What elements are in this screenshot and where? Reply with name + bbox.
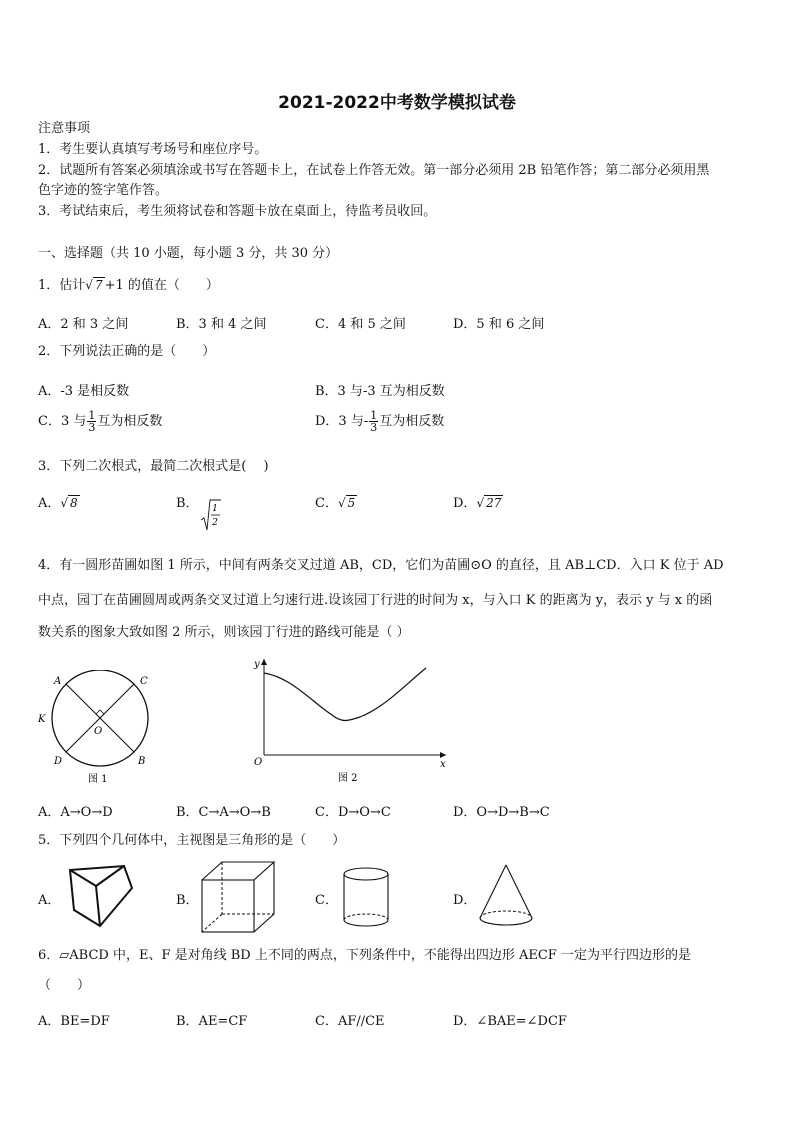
axis-x-label: x: [440, 759, 446, 770]
cube-icon: [198, 858, 278, 940]
cylinder-icon: [340, 866, 392, 934]
q5-option-d[interactable]: D．: [453, 893, 477, 908]
q4-option-a[interactable]: A．A→O→D: [38, 805, 113, 820]
q3-option-c[interactable]: C．√ 5: [315, 496, 356, 511]
sqrt-one-half: [200, 498, 222, 536]
q4-option-d[interactable]: D．O→D→B→C: [453, 805, 550, 820]
q5-option-a[interactable]: A．: [38, 893, 61, 908]
figure-1-circle-diagram: [34, 670, 164, 794]
q1-prefix: 1．估计: [38, 278, 86, 293]
notice-item: 3．考试结束后，考生须将试卷和答题卡放在桌面上，待监考员收回。: [38, 204, 437, 219]
figure-2-graph: [250, 655, 450, 789]
page-title: 2021-2022中考数学模拟试卷: [278, 93, 516, 113]
q1-option-b[interactable]: B．3 和 4 之间: [176, 317, 267, 332]
question-1-stem: [38, 276, 219, 295]
sqrt-7: √ 7: [85, 278, 103, 292]
triangular-prism-icon: [66, 862, 136, 936]
question-5-stem: 5．下列四个几何体中，主视图是三角形的是（ ）: [38, 833, 346, 848]
question-4-line: 4．有一圆形苗圃如图 1 所示，中间有两条交叉过道 AB，CD，它们为苗圃⊙O 的直径，且 AB⊥CD．入口 K 位于 AD: [38, 558, 724, 573]
label-d: D: [54, 756, 63, 767]
q2-option-b[interactable]: B．3 与-3 互为相反数: [315, 384, 445, 399]
q2-option-d[interactable]: D．3 与- $\frac{1}{3}$ 互为相反数: [315, 409, 445, 434]
q1-suffix: +1 的值在（ ）: [104, 278, 219, 293]
fraction-one-third: $\frac{1}{3}$: [88, 409, 96, 434]
question-6-line: （ ）: [38, 978, 91, 993]
sqrt-27: √ 27: [476, 496, 502, 510]
q3-option-d[interactable]: D．√ 27: [453, 496, 502, 511]
axis-y-label: y: [254, 659, 260, 670]
notice-item: 1．考生要认真填写考场号和座位序号。: [38, 142, 268, 157]
q3-option-a[interactable]: A．√ 8: [38, 496, 78, 511]
svg-text:1: 1: [212, 504, 218, 514]
q4-option-c[interactable]: C．D→O→C: [315, 805, 391, 820]
label-a: A: [54, 676, 62, 687]
fraction-one-third: $\frac{1}{3}$: [370, 409, 378, 434]
q3-option-b[interactable]: B．: [176, 496, 199, 511]
q1-option-d[interactable]: D．5 和 6 之间: [453, 317, 545, 332]
question-6-line: 6．▱ABCD 中，E、F 是对角线 BD 上不同的两点，下列条件中，不能得出四边形 AECF 一定为平行四边形的是: [38, 948, 691, 963]
question-2-stem: 2．下列说法正确的是（ ）: [38, 344, 216, 359]
label-o: O: [94, 726, 103, 737]
notice-heading: 注意事项: [38, 121, 91, 136]
question-3-stem: 3．下列二次根式，最简二次根式是( ): [38, 459, 269, 474]
q1-option-a[interactable]: A．2 和 3 之间: [38, 317, 129, 332]
sqrt-5: √ 5: [337, 496, 356, 510]
notice-item: 2．试题所有答案必须填涂或书写在答题卡上，在试卷上作答无效。第一部分必须用 2B 铅笔作答；第二部分必须用黑: [38, 163, 710, 178]
q5-option-c[interactable]: C．: [315, 893, 338, 908]
q2-option-a[interactable]: A．-3 是相反数: [38, 384, 130, 399]
cone-icon: [476, 862, 536, 934]
q1-option-c[interactable]: C．4 和 5 之间: [315, 317, 406, 332]
q6-option-d[interactable]: D．∠BAE=∠DCF: [453, 1014, 567, 1029]
q5-option-b[interactable]: B．: [176, 893, 199, 908]
q6-option-a[interactable]: A．BE=DF: [38, 1014, 110, 1029]
q6-option-c[interactable]: C．AF//CE: [315, 1014, 385, 1029]
origin-label: O: [254, 757, 263, 768]
sqrt-8: √ 8: [60, 496, 78, 510]
q6-option-b[interactable]: B．AE=CF: [176, 1014, 248, 1029]
question-4-line: 中点，园丁在苗圃圆周或两条交叉过道上匀速行进.设该园丁行进的时间为 x，与入口 K 的距离为 y，表示 y 与 x 的函: [38, 593, 713, 608]
q2-option-c[interactable]: C．3 与 $\frac{1}{3}$ 互为相反数: [38, 409, 163, 434]
notice-item: 色字迹的签字笔作答。: [38, 183, 169, 198]
label-b: B: [138, 756, 146, 767]
label-c: C: [140, 676, 148, 687]
section-heading: 一、选择题（共 10 小题，每小题 3 分，共 30 分）: [38, 246, 339, 261]
svg-text:2: 2: [212, 518, 218, 528]
figure-2-caption: 图 2: [338, 773, 358, 784]
q4-option-b[interactable]: B．C→A→O→B: [176, 805, 271, 820]
figure-1-caption: 图 1: [88, 774, 108, 785]
question-4-line: 数关系的图象大致如图 2 所示，则该园丁行进的路线可能是（ ）: [38, 625, 410, 640]
label-k: K: [38, 714, 46, 725]
